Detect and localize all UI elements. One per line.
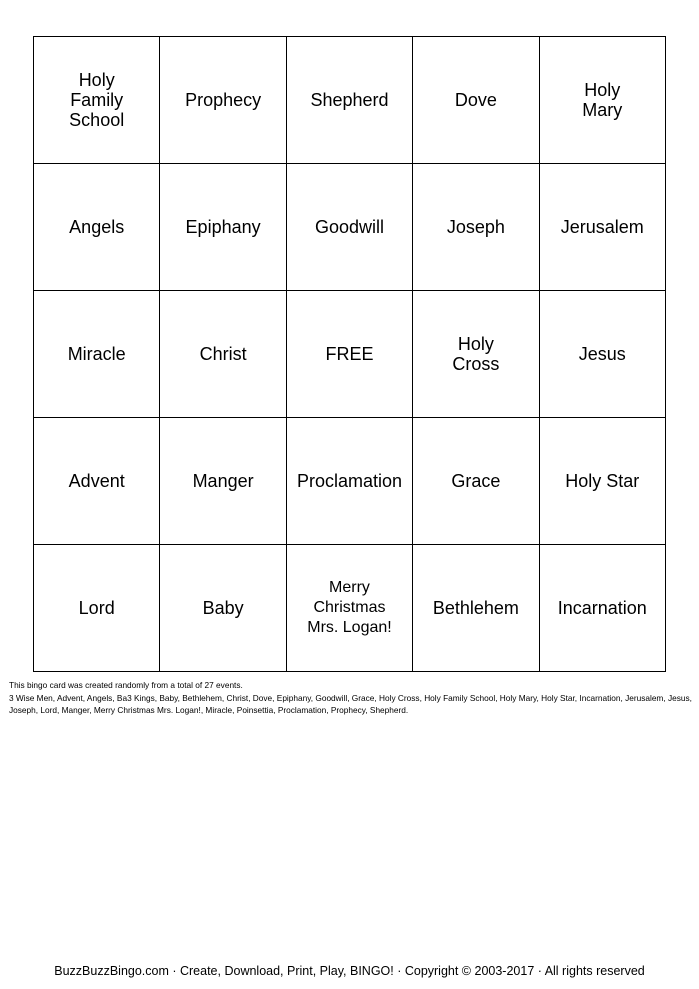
bingo-cell: Christ <box>160 291 286 418</box>
bingo-row <box>34 164 666 291</box>
bingo-row <box>34 291 666 418</box>
bingo-cell: Bethlehem <box>413 545 539 672</box>
bingo-cell: Epiphany <box>160 164 286 291</box>
bingo-cell: Joseph <box>413 164 539 291</box>
bingo-cell: Miracle <box>34 291 160 418</box>
bingo-row <box>34 545 666 672</box>
bingo-row <box>34 37 666 164</box>
bingo-cell: Jerusalem <box>539 164 665 291</box>
page-footer: BuzzBuzzBingo.com · Create, Download, Print, Play, BINGO! · Copyright © 2003-2017 · All rights reserved <box>54 964 645 978</box>
bingo-cell: Holy Star <box>539 418 665 545</box>
bingo-cell: Manger <box>160 418 286 545</box>
bingo-grid <box>33 36 666 672</box>
free-space-cell: FREE <box>286 291 412 418</box>
bingo-cell: Goodwill <box>286 164 412 291</box>
bingo-cell: Shepherd <box>286 37 412 164</box>
bingo-cell: Holy Mary <box>539 37 665 164</box>
bingo-cell: Jesus <box>539 291 665 418</box>
bingo-cell: Dove <box>413 37 539 164</box>
bingo-cell: Holy Cross <box>413 291 539 418</box>
bingo-cell: Proclamation <box>286 418 412 545</box>
bingo-cell: Holy Family School <box>34 37 160 164</box>
card-notes <box>9 679 693 717</box>
event-list: 3 Wise Men, Advent, Angels, Ba3 Kings, Baby, Bethlehem, Christ, Dove, Epiphany, Goodwill, Grace, Holy Cross, Holy Family School, Holy Mary, Holy Star, Incarnation, Jerusalem, Jesus, Joseph, Lord, Manger, Merry Christmas Mrs. Logan!, Miracle, Poinsettia, Proclamation, Prophecy, Shepherd. <box>9 692 692 715</box>
bingo-cell: Advent <box>34 418 160 545</box>
bingo-cell: Grace <box>413 418 539 545</box>
bingo-cell: Prophecy <box>160 37 286 164</box>
bingo-cell: Baby <box>160 545 286 672</box>
creation-note: This bingo card was created randomly from a total of 27 events. <box>9 680 243 690</box>
bingo-cell: Incarnation <box>539 545 665 672</box>
bingo-cell: Angels <box>34 164 160 291</box>
bingo-cell: Lord <box>34 545 160 672</box>
bingo-row <box>34 418 666 545</box>
bingo-cell: Merry Christmas Mrs. Logan! <box>286 545 412 672</box>
